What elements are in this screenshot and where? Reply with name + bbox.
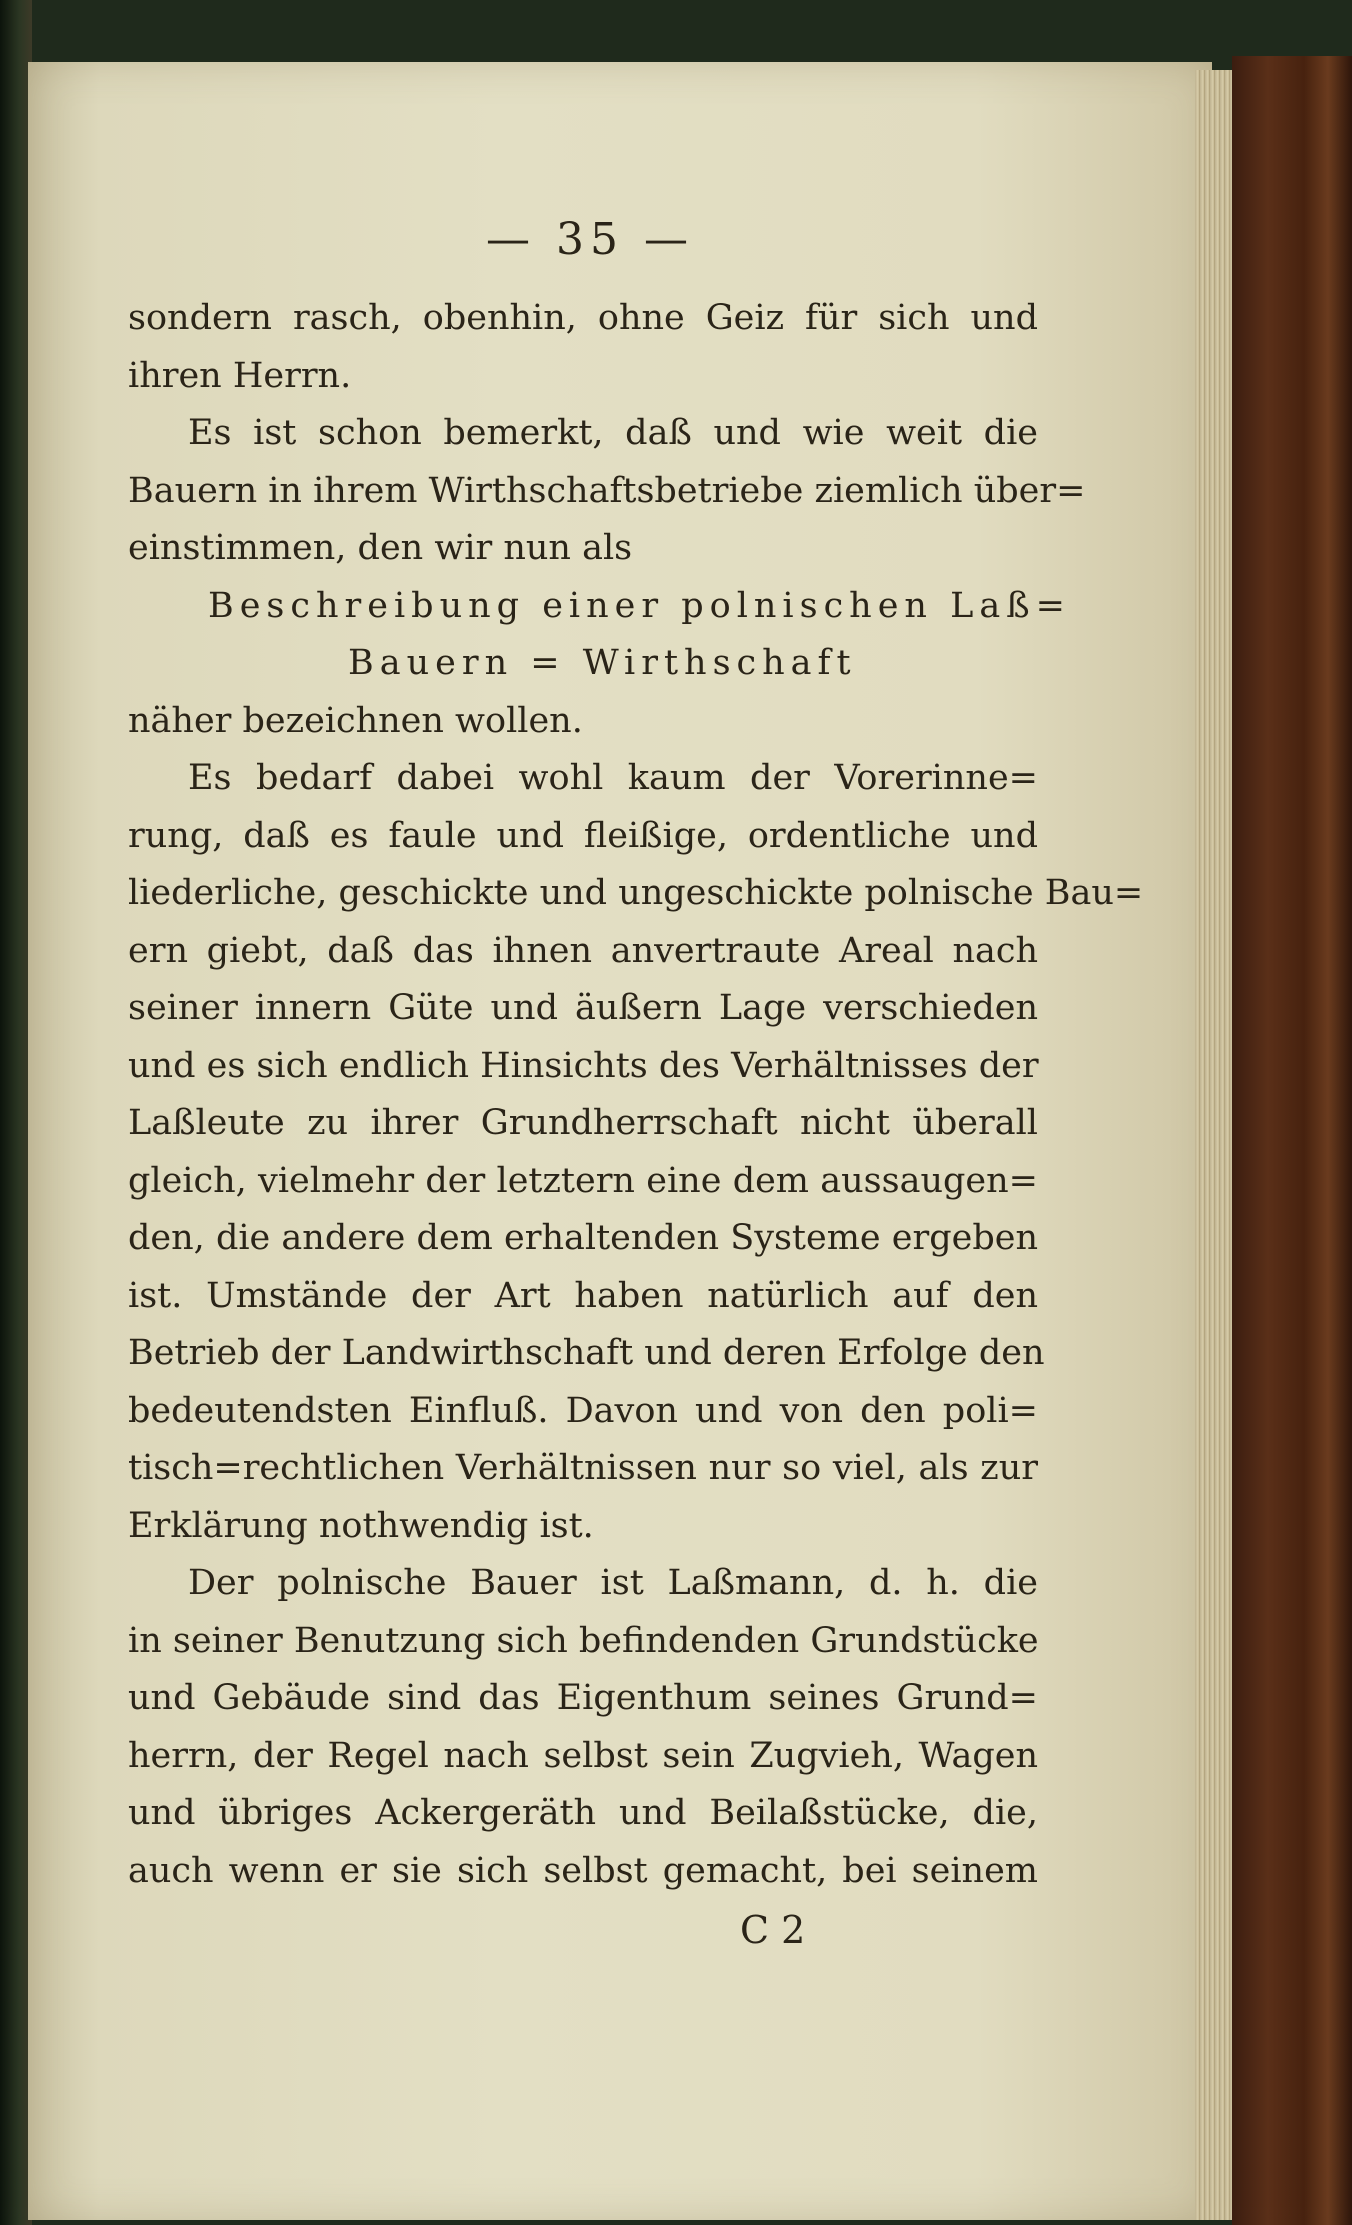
book-cover-right xyxy=(1232,56,1352,2225)
text-line: in seiner Benutzung sich befindenden Grundstücke xyxy=(128,1620,1039,1661)
text-line: ihren Herrn. xyxy=(128,355,352,396)
body-text xyxy=(128,290,1144,1900)
text-line: seiner innern Güte und äußern Lage verschieden xyxy=(128,988,1038,1028)
text-line: und Gebäude sind das Eigenthum seines Grund= xyxy=(128,1678,1038,1718)
text-line: Es bedarf dabei wohl kaum der Vorerinne= xyxy=(188,758,1038,798)
text-line: näher bezeichnen wollen. xyxy=(128,700,583,741)
text-line: Laßleute zu ihrer Grundherrschaft nicht überall xyxy=(128,1103,1038,1143)
text-line: und es sich endlich Hinsichts des Verhältnisses der xyxy=(128,1045,1039,1086)
text-line: liederliche, geschickte und ungeschickte polnische Bau= xyxy=(128,873,1144,913)
text-line: rung, daß es faule und fleißige, ordentliche und xyxy=(128,815,1038,856)
page-edges xyxy=(1195,70,1235,2220)
text-line: und übriges Ackergeräth und Beilaßstücke, die, xyxy=(128,1793,1038,1833)
signature-mark: C 2 xyxy=(740,1908,806,1952)
text-line: herrn, der Regel nach selbst sein Zugvieh, Wagen xyxy=(128,1735,1038,1776)
text-line: den, die andere dem erhaltenden Systeme ergeben xyxy=(128,1218,1038,1258)
text-line: ern giebt, daß das ihnen anvertraute Areal nach xyxy=(128,930,1038,971)
text-line: bedeutendsten Einfluß. Davon und von den poli= xyxy=(128,1390,1038,1431)
text-line: Betrieb der Landwirthschaft und deren Erfolge den xyxy=(128,1333,1045,1373)
text-line: gleich, vielmehr der letztern eine dem aussaugen= xyxy=(128,1160,1038,1201)
page-number: — 35 — xyxy=(486,214,694,265)
section-heading-line: Bauern = Wirthschaft xyxy=(348,643,857,683)
section-heading-line: Beschreibung einer polnischen Laß= xyxy=(208,585,1071,626)
text-line: Der polnische Bauer ist Laßmann, d. h. die xyxy=(188,1563,1038,1603)
text-line: sondern rasch, obenhin, ohne Geiz für sich und xyxy=(128,298,1038,338)
text-line: Es ist schon bemerkt, daß und wie weit die xyxy=(188,413,1038,453)
text-line: Erklärung nothwendig ist. xyxy=(128,1505,594,1546)
text-line: einstimmen, den wir nun als xyxy=(128,528,633,568)
text-line: auch wenn er sie sich selbst gemacht, bei seinem xyxy=(128,1850,1038,1891)
text-line: tisch=rechtlichen Verhältnissen nur so viel, als zur xyxy=(128,1448,1038,1488)
text-line: Bauern in ihrem Wirthschaftsbetriebe ziemlich über= xyxy=(128,470,1086,511)
text-line: ist. Umstände der Art haben natürlich auf den xyxy=(128,1275,1038,1316)
